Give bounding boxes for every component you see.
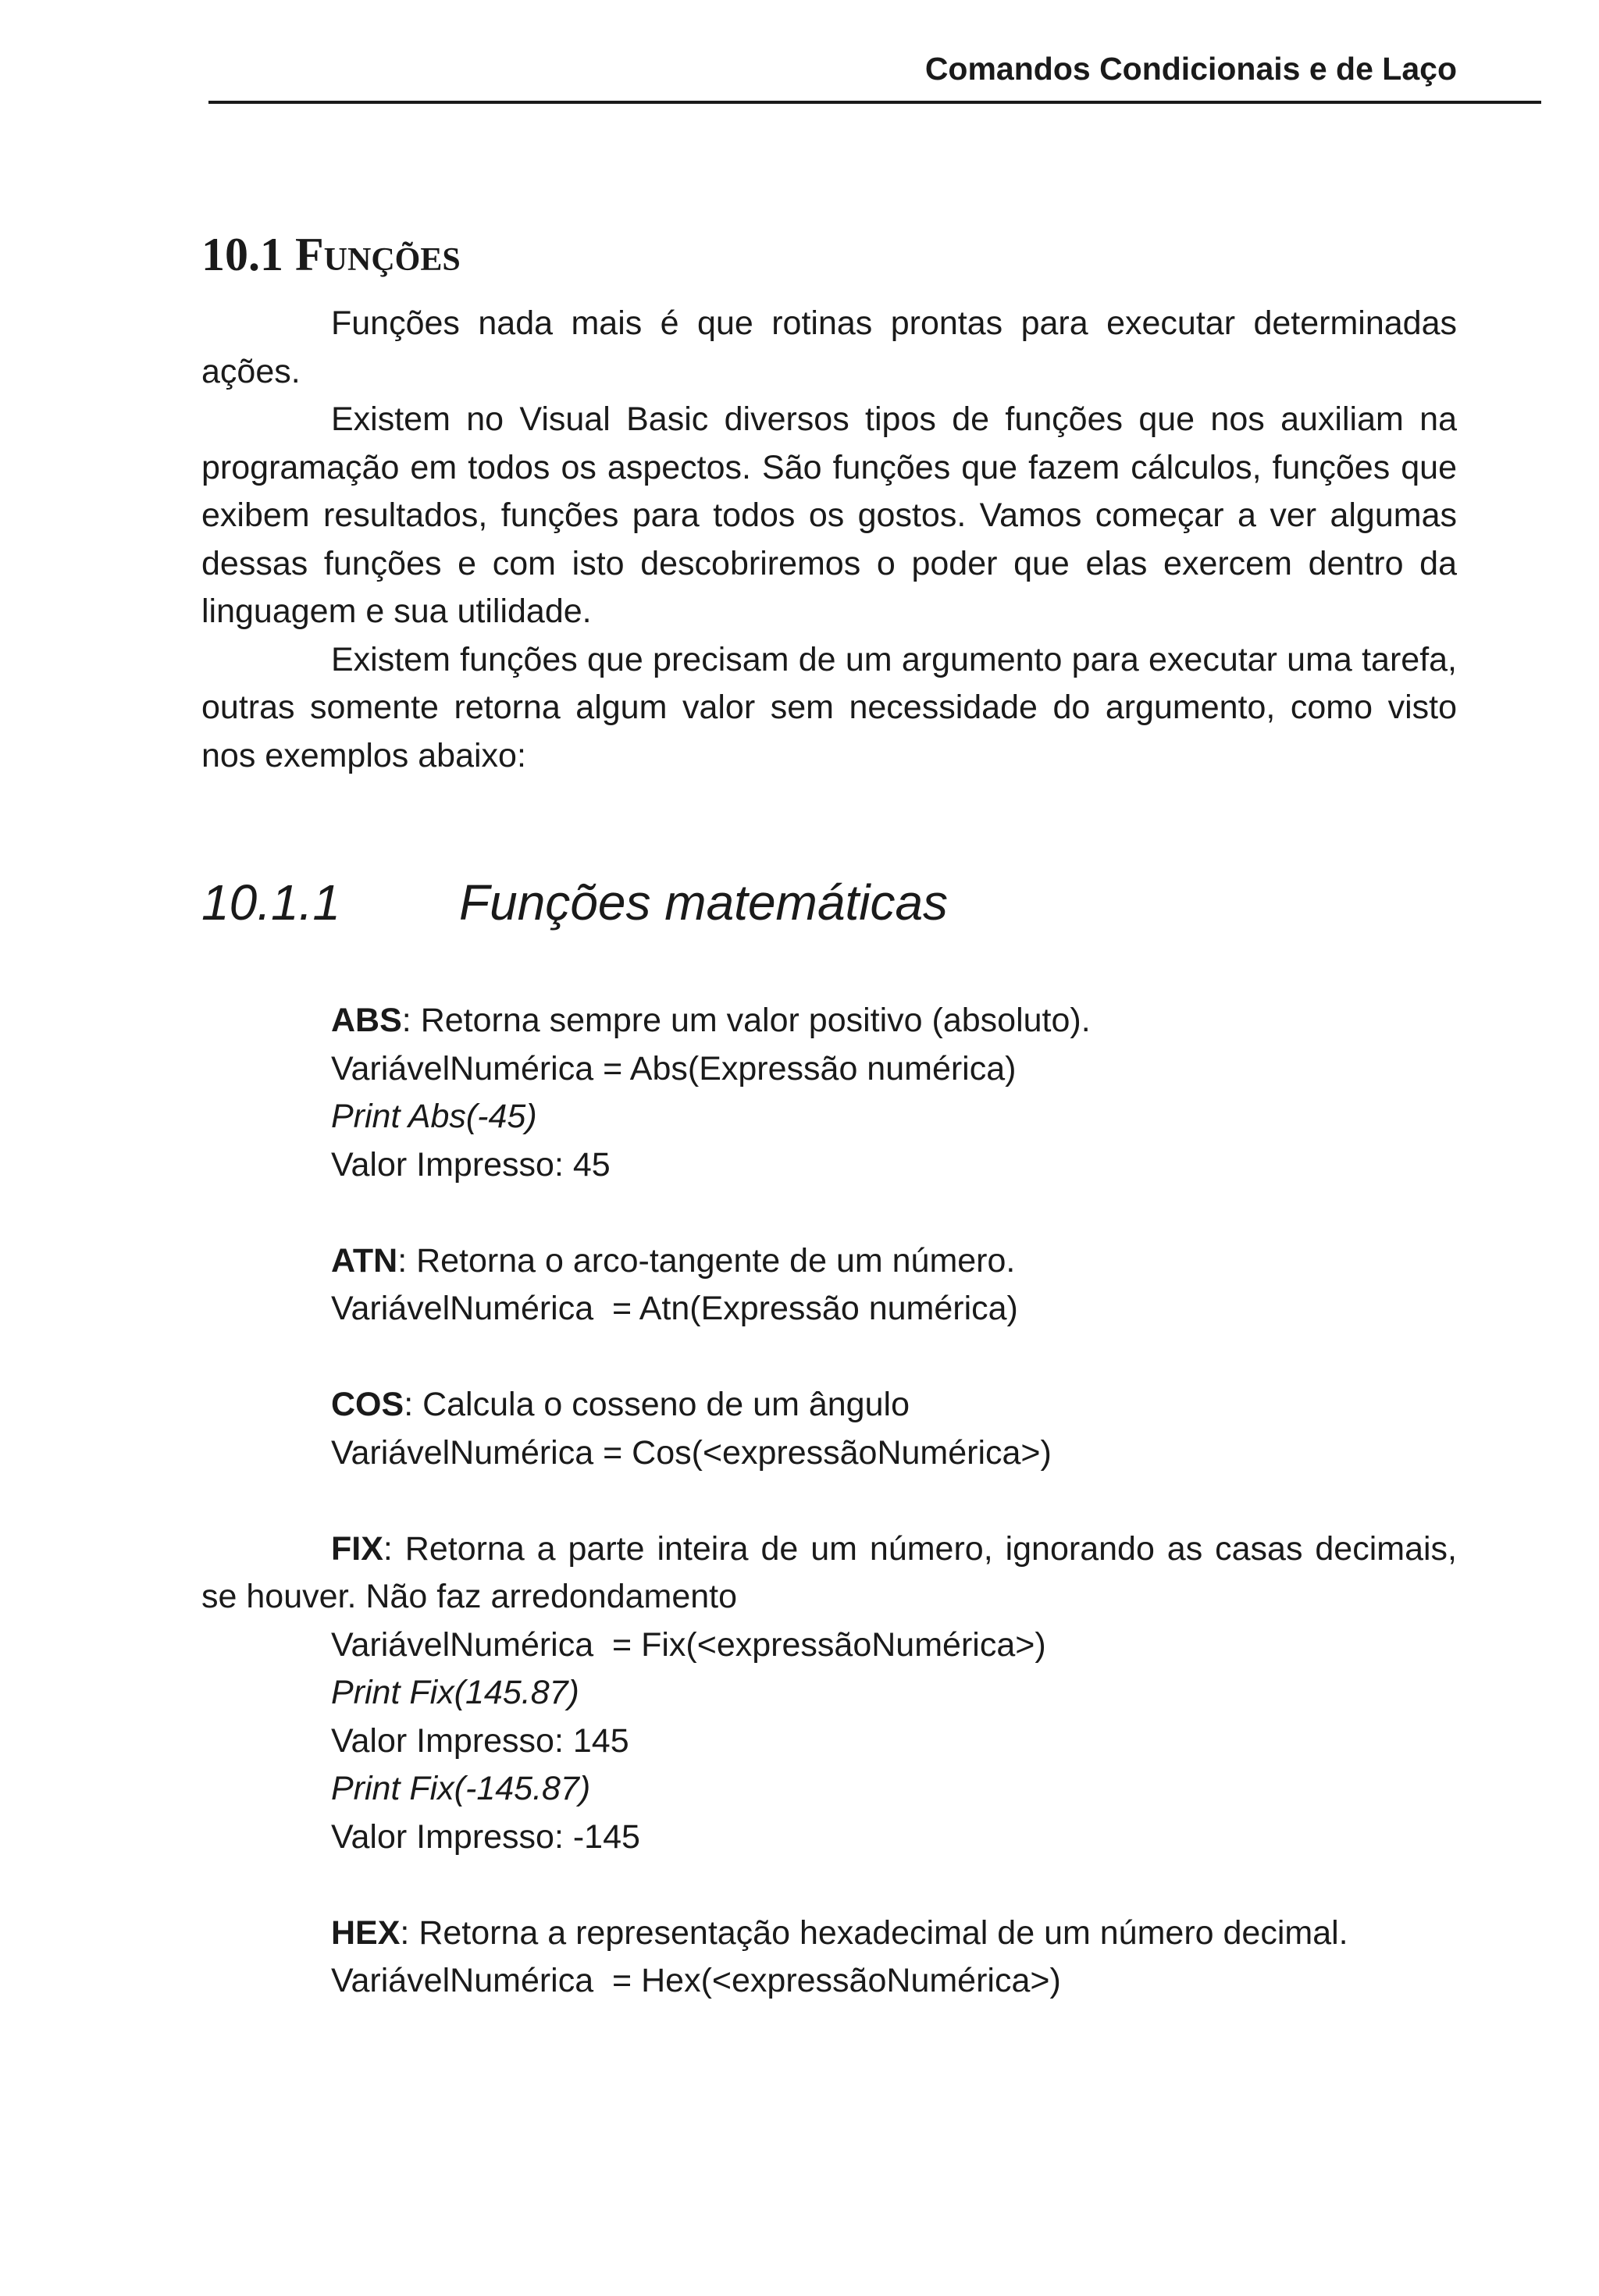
- function-result: Valor Impresso: -145: [331, 1817, 640, 1856]
- function-syntax: VariávelNumérica = Cos(<expressãoNumérica>): [331, 1433, 1052, 1472]
- subsection-title: Funções matemáticas: [459, 874, 949, 931]
- paragraph: Funções nada mais é que rotinas prontas para executar determinadas ações.: [201, 304, 1457, 390]
- function-example: Print Fix(145.87): [331, 1674, 579, 1711]
- function-entry-hex: [201, 1910, 1457, 2006]
- function-entry-cos: [201, 1381, 1457, 1477]
- section-body: [201, 300, 1457, 780]
- function-description: : Retorna o arco-tangente de um número.: [397, 1241, 1016, 1280]
- function-syntax: VariávelNumérica = Hex(<expressãoNumérica>): [331, 1962, 1061, 1999]
- paragraph: Existem no Visual Basic diversos tipos de funções que nos auxiliam na programação em todos os aspectos. São funções que fazem cálculos, funções que exibem resultados, funções para todos os gostos. Vamos começar a ver algumas dessas funções e com isto descobriremos o poder que elas exercem dentro da linguagem e sua utilidade.: [201, 400, 1457, 630]
- function-result: Valor Impresso: 45: [331, 1145, 611, 1184]
- subsection-heading: [201, 871, 948, 934]
- function-description: : Calcula o cosseno de um ângulo: [404, 1386, 910, 1423]
- function-name: HEX: [331, 1913, 401, 1952]
- section-number: 10.1: [201, 229, 283, 280]
- function-definition: [201, 1381, 1457, 1429]
- function-entry-fix: [201, 1525, 1457, 1862]
- paragraph: Existem funções que precisam de um argumento para executar uma tarefa, outras somente retorna algum valor sem necessidade do argumento, como visto nos exemplos abaixo:: [201, 640, 1457, 774]
- function-description: : Retorna a parte inteira de um número, ignorando as casas decimais, se houver. Não faz arredondamento: [201, 1529, 1457, 1615]
- function-description: : Retorna sempre um valor positivo (absoluto).: [401, 1002, 1091, 1039]
- function-description: : Retorna a representação hexadecimal de um número decimal.: [400, 1913, 1348, 1952]
- section-heading: [201, 226, 461, 283]
- function-syntax: VariávelNumérica = Fix(<expressãoNumérica>): [331, 1625, 1046, 1664]
- function-definition: [201, 1525, 1457, 1621]
- function-result: Valor Impresso: 145: [331, 1721, 629, 1760]
- function-example: Print Fix(-145.87): [331, 1770, 591, 1807]
- function-syntax: VariávelNumérica = Atn(Expressão numérica): [331, 1290, 1018, 1327]
- function-entry-atn: [201, 1237, 1457, 1333]
- function-name: ABS: [331, 1002, 402, 1039]
- function-entry-abs: [201, 997, 1457, 1189]
- function-definition: [201, 997, 1457, 1045]
- function-name: COS: [331, 1386, 404, 1423]
- function-list: [201, 997, 1457, 2053]
- function-name: FIX: [331, 1529, 383, 1568]
- header-rule: [208, 101, 1541, 104]
- function-syntax: VariávelNumérica = Abs(Expressão numérica): [331, 1049, 1017, 1087]
- running-header: Comandos Condicionais e de Laço: [924, 51, 1457, 87]
- subsection-number: 10.1.1: [201, 874, 340, 931]
- function-definition: [201, 1910, 1457, 1958]
- function-example: Print Abs(-45): [331, 1098, 537, 1135]
- function-name: ATN: [331, 1241, 398, 1280]
- function-definition: [201, 1237, 1457, 1286]
- section-title: Funções: [295, 229, 461, 280]
